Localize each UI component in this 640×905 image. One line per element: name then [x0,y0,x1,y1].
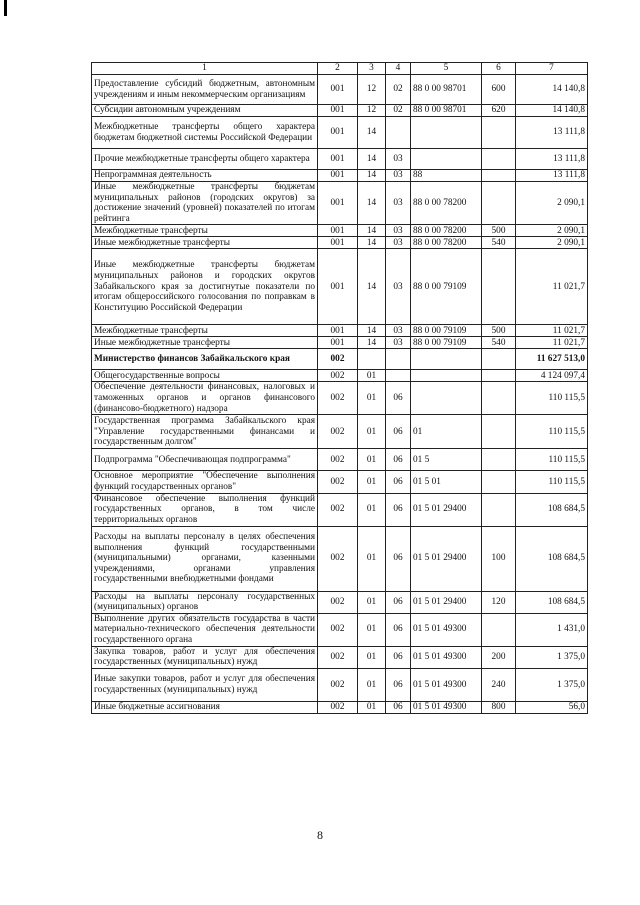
row-code-rz: 14 [358,337,386,349]
row-code-vr [482,415,516,449]
column-header-5: 5 [411,63,482,75]
table-row [92,117,588,149]
row-code-gr: 002 [318,370,358,382]
row-amount: 14 140,8 [516,105,588,117]
row-code-pr: 03 [386,237,411,249]
row-code-rz: 01 [358,701,386,713]
row-code-rz: 01 [358,471,386,493]
row-code-vr [482,370,516,382]
table-row [92,493,588,526]
row-name: Подпрограмма "Обеспечивающая подпрограмма" [92,449,318,471]
row-code-csr: 01 5 01 29400 [411,493,482,526]
row-name: Расходы на выплаты персоналу в целях обеспечения выполнения функций государственными (муниципальными) органами, казенными учреждениями, органами управления государственными внебюджетными фондами [92,526,318,591]
row-code-vr [482,117,516,149]
row-code-vr [482,382,516,415]
row-code-pr [386,117,411,149]
row-code-pr: 06 [386,493,411,526]
row-code-gr: 002 [318,646,358,668]
row-code-pr: 06 [386,382,411,415]
row-code-vr [482,493,516,526]
row-code-csr: 88 [411,170,482,182]
row-amount: 2 090,1 [516,225,588,237]
row-code-vr: 100 [482,526,516,591]
row-name: Общегосударственные вопросы [92,370,318,382]
row-name: Обеспечение деятельности финансовых, налоговых и таможенных органов и органов финансового (финансово-бюджетного) надзора [92,382,318,415]
row-amount: 14 140,8 [516,75,588,105]
row-code-csr: 88 0 00 79109 [411,325,482,337]
table-row [92,668,588,701]
table-row [92,591,588,613]
row-code-rz: 14 [358,117,386,149]
table-row [92,325,588,337]
row-code-pr: 03 [386,225,411,237]
row-code-gr: 001 [318,325,358,337]
table-row [92,349,588,370]
row-code-gr: 002 [318,701,358,713]
row-code-gr: 001 [318,105,358,117]
row-code-rz: 14 [358,249,386,325]
row-code-rz: 01 [358,668,386,701]
row-code-pr: 06 [386,591,411,613]
row-name: Государственная программа Забайкальского края "Управление государственными финансами и государственным долгом" [92,415,318,449]
row-amount: 11 021,7 [516,249,588,325]
table-row [92,370,588,382]
page-number: 8 [317,828,323,842]
row-name: Расходы на выплаты персоналу государственных (муниципальных) органов [92,591,318,613]
row-code-csr: 01 5 01 29400 [411,526,482,591]
row-name: Иные закупки товаров, работ и услуг для обеспечения государственных (муниципальных) нужд [92,668,318,701]
row-code-gr: 001 [318,170,358,182]
row-amount: 108 684,5 [516,526,588,591]
row-code-pr: 03 [386,149,411,170]
row-code-rz [358,349,386,370]
row-code-gr: 002 [318,668,358,701]
row-code-pr: 02 [386,75,411,105]
row-code-csr: 01 [411,415,482,449]
row-code-gr: 001 [318,149,358,170]
row-name: Непрограммная деятельность [92,170,318,182]
row-code-vr [482,170,516,182]
row-code-vr: 540 [482,237,516,249]
table-header-row [92,63,588,75]
table-row [92,471,588,493]
row-code-csr: 01 5 01 49300 [411,646,482,668]
row-code-pr: 06 [386,526,411,591]
row-amount: 11 021,7 [516,325,588,337]
row-name: Закупка товаров, работ и услуг для обеспечения государственных (муниципальных) нужд [92,646,318,668]
row-code-pr: 03 [386,337,411,349]
row-code-rz: 01 [358,526,386,591]
row-amount: 11 627 513,0 [516,349,588,370]
row-code-csr [411,349,482,370]
row-code-pr: 03 [386,170,411,182]
row-code-rz: 01 [358,646,386,668]
row-code-gr: 001 [318,75,358,105]
table-row [92,526,588,591]
column-header-4: 4 [386,63,411,75]
row-code-gr: 002 [318,415,358,449]
row-code-gr: 001 [318,249,358,325]
row-code-csr: 88 0 00 78200 [411,237,482,249]
row-amount: 2 090,1 [516,237,588,249]
row-code-vr: 600 [482,75,516,105]
row-amount: 2 090,1 [516,182,588,225]
row-name: Иные бюджетные ассигнования [92,701,318,713]
row-amount: 4 124 097,4 [516,370,588,382]
row-name: Межбюджетные трансферты [92,225,318,237]
row-code-rz: 01 [358,382,386,415]
row-name: Иные межбюджетные трансферты [92,337,318,349]
row-code-pr: 02 [386,105,411,117]
row-name: Основное мероприятие "Обеспечение выполнения функций государственных органов" [92,471,318,493]
row-code-csr [411,117,482,149]
row-amount: 56,0 [516,701,588,713]
table-row [92,75,588,105]
row-code-csr: 88 0 00 78200 [411,225,482,237]
row-code-pr [386,370,411,382]
row-amount: 108 684,5 [516,591,588,613]
row-amount: 13 111,8 [516,149,588,170]
row-code-pr: 03 [386,182,411,225]
row-code-csr: 88 0 00 79109 [411,249,482,325]
row-code-vr: 800 [482,701,516,713]
budget-table [91,62,588,714]
row-name: Выполнение других обязательств государства в части материально-технического обеспечения деятельности государственного органа [92,613,318,646]
row-amount: 110 115,5 [516,382,588,415]
row-code-gr: 001 [318,337,358,349]
row-code-vr [482,449,516,471]
row-code-vr: 620 [482,105,516,117]
table-row [92,249,588,325]
row-code-rz: 14 [358,237,386,249]
row-code-pr: 06 [386,701,411,713]
row-name: Предоставление субсидий бюджетным, автономным учреждениям и иным некоммерческим организациям [92,75,318,105]
table-row [92,149,588,170]
row-code-pr: 06 [386,668,411,701]
row-code-gr: 002 [318,349,358,370]
table-row [92,613,588,646]
row-code-gr: 002 [318,449,358,471]
row-name: Иные межбюджетные трансферты [92,237,318,249]
table-row [92,449,588,471]
row-amount: 110 115,5 [516,415,588,449]
row-amount: 13 111,8 [516,170,588,182]
row-code-pr: 06 [386,415,411,449]
column-header-2: 2 [318,63,358,75]
row-code-pr: 06 [386,449,411,471]
row-name: Межбюджетные трансферты [92,325,318,337]
row-code-rz: 12 [358,105,386,117]
row-code-rz: 01 [358,493,386,526]
row-amount: 11 021,7 [516,337,588,349]
row-code-gr: 002 [318,471,358,493]
table-row [92,415,588,449]
row-code-vr: 500 [482,325,516,337]
table-row [92,646,588,668]
row-name: Иные межбюджетные трансферты бюджетам муниципальных районов (городских округов) за достижение значений (уровней) показателей по итогам рейтинга [92,182,318,225]
column-header-1: 1 [92,63,318,75]
row-code-gr: 001 [318,182,358,225]
row-amount: 110 115,5 [516,471,588,493]
row-code-vr [482,149,516,170]
column-header-6: 6 [482,63,516,75]
row-code-vr: 500 [482,225,516,237]
row-code-gr: 002 [318,382,358,415]
row-amount: 110 115,5 [516,449,588,471]
row-code-pr: 03 [386,249,411,325]
row-code-gr: 002 [318,613,358,646]
row-amount: 1 431,0 [516,613,588,646]
row-code-csr: 01 5 [411,449,482,471]
row-code-gr: 001 [318,225,358,237]
row-amount: 108 684,5 [516,493,588,526]
table-row [92,237,588,249]
row-code-rz: 14 [358,325,386,337]
row-amount: 1 375,0 [516,668,588,701]
row-code-rz: 12 [358,75,386,105]
row-code-pr: 06 [386,613,411,646]
column-header-3: 3 [358,63,386,75]
row-code-vr [482,349,516,370]
table-row [92,170,588,182]
row-code-gr: 002 [318,591,358,613]
table-row [92,337,588,349]
scan-corner-mark [4,0,7,16]
row-code-csr [411,370,482,382]
row-code-vr: 540 [482,337,516,349]
row-code-csr: 01 5 01 [411,471,482,493]
table-row [92,382,588,415]
row-code-gr: 001 [318,237,358,249]
row-code-pr: 03 [386,325,411,337]
row-code-rz: 14 [358,182,386,225]
row-name: Межбюджетные трансферты общего характера бюджетам бюджетной системы Российской Федерации [92,117,318,149]
row-code-rz: 01 [358,370,386,382]
row-code-rz: 01 [358,591,386,613]
row-name: Субсидии автономным учреждениям [92,105,318,117]
row-code-csr: 88 0 00 98701 [411,105,482,117]
row-code-vr: 120 [482,591,516,613]
row-code-vr [482,613,516,646]
row-code-rz: 01 [358,613,386,646]
row-code-csr: 88 0 00 98701 [411,75,482,105]
row-code-rz: 01 [358,449,386,471]
row-name: Прочие межбюджетные трансферты общего характера [92,149,318,170]
row-code-csr: 01 5 01 29400 [411,591,482,613]
row-code-pr: 06 [386,646,411,668]
row-code-vr: 240 [482,668,516,701]
row-code-rz: 14 [358,149,386,170]
row-code-csr: 01 5 01 49300 [411,668,482,701]
row-name: Министерство финансов Забайкальского края [92,349,318,370]
row-name: Финансовое обеспечение выполнения функций государственных органов, в том числе территориальных органов [92,493,318,526]
table-row [92,105,588,117]
row-code-rz: 14 [358,170,386,182]
row-code-vr [482,471,516,493]
row-code-pr: 06 [386,471,411,493]
table-row [92,225,588,237]
row-amount: 13 111,8 [516,117,588,149]
row-code-rz: 14 [358,225,386,237]
column-header-7: 7 [516,63,588,75]
row-code-csr: 01 5 01 49300 [411,701,482,713]
table-row [92,182,588,225]
row-code-rz: 01 [358,415,386,449]
row-name: Иные межбюджетные трансферты бюджетам муниципальных районов и городских округов Забайкальского края за достигнутые показатели по итогам общероссийского голосования по поправкам в Конституцию Российской Федерации [92,249,318,325]
row-code-gr: 002 [318,493,358,526]
row-code-csr [411,149,482,170]
row-code-vr [482,249,516,325]
row-code-csr [411,382,482,415]
table-row [92,701,588,713]
table-body [92,63,588,714]
row-code-pr [386,349,411,370]
row-code-csr: 88 0 00 79109 [411,337,482,349]
row-amount: 1 375,0 [516,646,588,668]
row-code-gr: 001 [318,117,358,149]
row-code-csr: 88 0 00 78200 [411,182,482,225]
row-code-gr: 002 [318,526,358,591]
row-code-vr: 200 [482,646,516,668]
row-code-csr: 01 5 01 49300 [411,613,482,646]
row-code-vr [482,182,516,225]
